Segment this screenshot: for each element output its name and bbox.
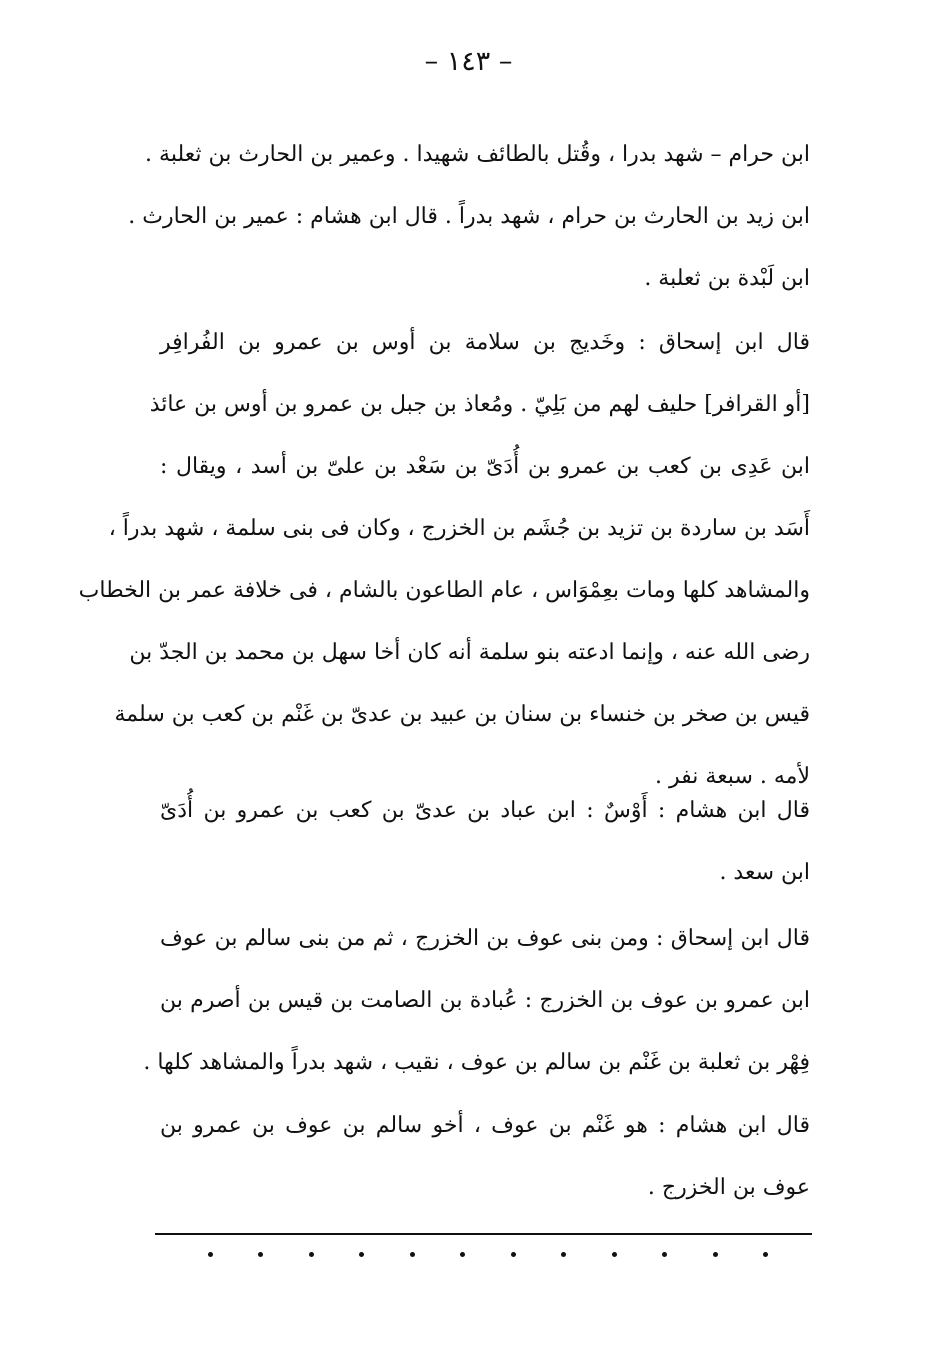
footer-dot — [208, 1252, 213, 1257]
text-line: عوف بن الخزرج . — [647, 1175, 810, 1200]
footer-dot — [662, 1252, 667, 1257]
text-line: قيس بن صخر بن خنساء بن سنان بن عبيد بن عدىّ بن غَنْم بن كعب بن سلمة — [114, 702, 810, 727]
text-line: أَسَد بن ساردة بن تزيد بن جُشَم بن الخزرج ، وكان فى بنى سلمة ، شهد بدراً ، — [108, 516, 810, 541]
text-line: قال ابن إسحاق : وخَديج بن سلامة بن أوس بن عمرو بن الفُرافِر — [160, 330, 810, 355]
text-line: [أو القرافر] حليف لهم من بَلِيّ . ومُعاذ بن جبل بن عمرو بن أوس بن عائذ — [149, 392, 810, 417]
footer-dot — [258, 1252, 263, 1257]
text-line: قال ابن إسحاق : ومن بنى عوف بن الخزرج ، ثم من بنى سالم بن عوف — [160, 926, 810, 951]
footer-dot — [511, 1252, 516, 1257]
text-line: لأمه . سبعة نفر . — [655, 764, 810, 789]
footer-dot — [410, 1252, 415, 1257]
text-line: فِهْر بن ثعلبة بن غَنْم بن سالم بن عوف ، نقيب ، شهد بدراً والمشاهد كلها . — [143, 1050, 810, 1075]
footer-dot — [561, 1252, 566, 1257]
text-line: ابن حرام – شهد بدرا ، وقُتل بالطائف شهيدا . وعمير بن الحارث بن ثعلبة . — [145, 142, 810, 167]
page-number: – ١٤٣ – — [424, 46, 513, 77]
paragraph-4 — [143, 908, 810, 1094]
footer-dot — [763, 1252, 768, 1257]
text-line: رضى الله عنه ، وإنما ادعته بنو سلمة أنه كان أخا سهل بن محمد بن الجدّ بن — [129, 640, 810, 665]
footer-dot — [612, 1252, 617, 1257]
text-line: ابن لَبْدة بن ثعلبة . — [644, 266, 810, 291]
paragraph-5 — [160, 1095, 810, 1219]
text-line: ابن سعد . — [719, 860, 810, 885]
text-line: قال ابن هشام : هو غَنْم بن عوف ، أخو سالم بن عوف بن عمرو بن — [160, 1113, 810, 1138]
footer-dot — [460, 1252, 465, 1257]
paragraph-3 — [160, 780, 810, 904]
footer-dots — [208, 1252, 768, 1257]
footer-dot — [359, 1252, 364, 1257]
paragraph-2 — [78, 312, 810, 808]
text-line: ابن زيد بن الحارث بن حرام ، شهد بدراً . قال ابن هشام : عمير بن الحارث . — [128, 204, 810, 229]
text-line: والمشاهد كلها ومات بعِمْوَاس ، عام الطاعون بالشام ، فى خلافة عمر بن الخطاب — [78, 578, 810, 603]
footer-dot — [309, 1252, 314, 1257]
footer-dot — [713, 1252, 718, 1257]
paragraph-1 — [128, 124, 810, 310]
text-line: ابن عَدِى بن كعب بن عمرو بن أُدَىّ بن سَعْد بن علىّ بن أسد ، ويقال : — [160, 454, 810, 479]
footer-rule — [155, 1233, 812, 1235]
text-line: ابن عمرو بن عوف بن الخزرج : عُبادة بن الصامت بن قيس بن أصرم بن — [160, 988, 810, 1013]
text-line: قال ابن هشام : أَوْسٌ : ابن عباد بن عدىّ بن كعب بن عمرو بن أُدَىّ — [160, 798, 810, 823]
